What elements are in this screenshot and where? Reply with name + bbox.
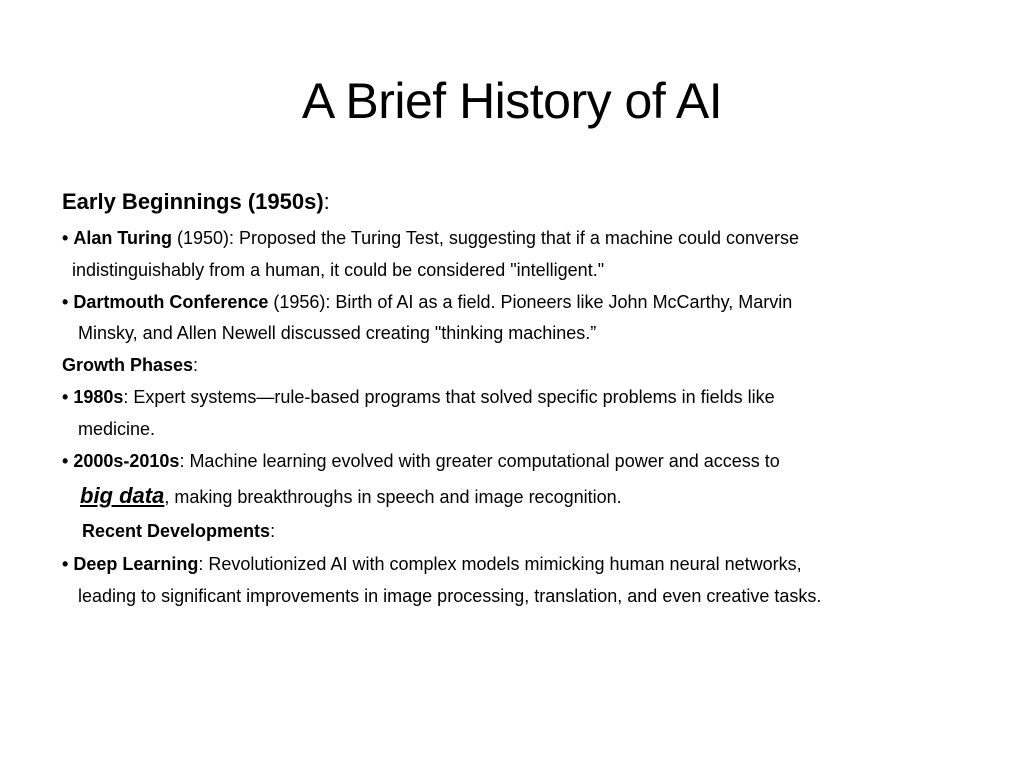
bullet-dartmouth-continued: Minsky, and Allen Newell discussed creating "thinking machines.” (78, 323, 597, 343)
bullet-term: Dartmouth Conference (73, 292, 269, 312)
bullet-text: : Revolutionized AI with complex models mimicking human neural networks, (198, 554, 802, 574)
slide-title: A Brief History of AI (301, 73, 723, 129)
big-data-link[interactable]: big data (80, 483, 165, 508)
bullet-deep-learning-continued: leading to significant improvements in image processing, translation, and even creative tasks. (78, 586, 822, 606)
bullet-marker: • (62, 554, 69, 574)
bullet-2000s-continued (80, 484, 622, 509)
bullet-text: , making breakthroughs in speech and image recognition. (164, 487, 622, 507)
bullet-1980s (62, 385, 775, 409)
section-heading-growth (62, 353, 198, 377)
bullet-turing-continued: indistinguishably from a human, it could be considered "intelligent." (72, 260, 605, 280)
bullet-marker: • (62, 292, 69, 312)
heading-text: Early Beginnings (1950s) (62, 189, 324, 214)
section-heading-recent (82, 519, 275, 543)
heading-colon: : (323, 189, 330, 214)
bullet-text: (1956): Birth of AI as a field. Pioneers like John McCarthy, Marvin (268, 292, 793, 312)
bullet-deep-learning (62, 552, 802, 576)
bullet-text: : Machine learning evolved with greater computational power and access to (179, 451, 780, 471)
bullet-1980s-continued: medicine. (78, 419, 156, 439)
section-heading-early (62, 186, 330, 218)
bullet-dartmouth (62, 290, 792, 314)
bullet-term: Deep Learning (73, 554, 199, 574)
bullet-2000s (62, 449, 780, 473)
bullet-marker: • (62, 228, 69, 248)
bullet-text: (1950): Proposed the Turing Test, suggesting that if a machine could converse (172, 228, 800, 248)
bullet-term: Alan Turing (73, 228, 172, 248)
heading-colon: : (193, 355, 199, 375)
bullet-turing (62, 226, 799, 250)
bullet-term: 1980s (73, 387, 124, 407)
bullet-text: : Expert systems—rule-based programs that solved specific problems in fields like (123, 387, 775, 407)
heading-text: Recent Developments (82, 521, 271, 541)
bullet-term: 2000s-2010s (73, 451, 180, 471)
heading-colon: : (270, 521, 276, 541)
bullet-marker: • (62, 387, 69, 407)
bullet-marker: • (62, 451, 69, 471)
heading-text: Growth Phases (62, 355, 194, 375)
